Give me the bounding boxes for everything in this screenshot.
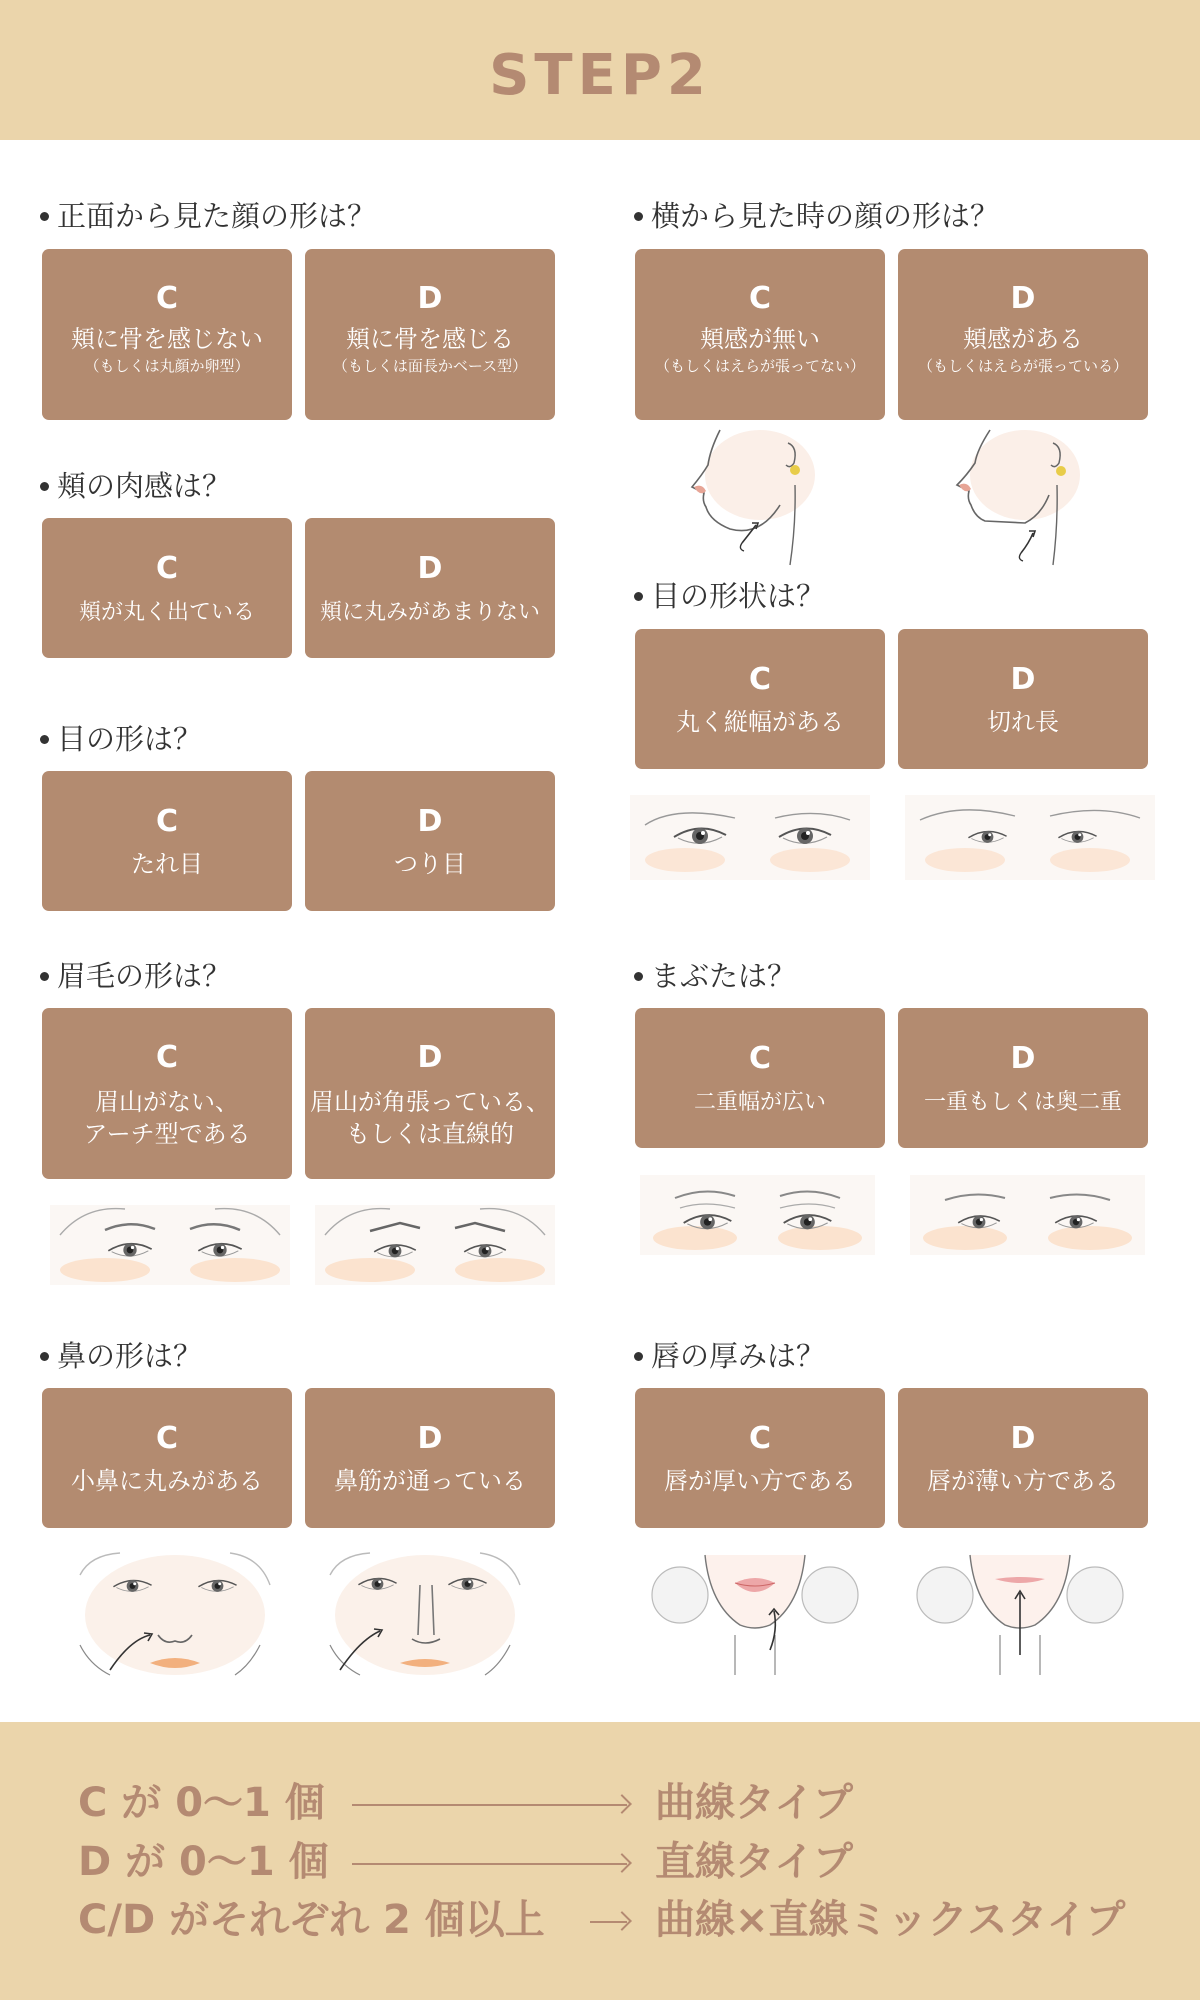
- arrow-icon: [352, 1863, 627, 1865]
- question-label: 唇の厚みは？: [651, 1339, 826, 1373]
- question-label: 横から見た時の顔の形は？: [651, 199, 1000, 233]
- option-text: 唇が薄い方である: [927, 1467, 1119, 1495]
- question-label: 頬の肉感は？: [57, 469, 232, 503]
- question-label: まぶたは？: [651, 959, 797, 993]
- eyelid-illustration: [635, 1170, 880, 1260]
- question-label: 眉毛の形は？: [57, 959, 232, 993]
- question-cheek: [40, 466, 231, 506]
- option-letter: C: [155, 281, 179, 316]
- option-text: 鼻筋が通っている: [334, 1467, 526, 1495]
- option-text: 頬感がある: [963, 325, 1083, 353]
- bullet-icon: [40, 212, 49, 221]
- option-letter: D: [1010, 662, 1036, 697]
- option-letter: D: [417, 281, 443, 316]
- arrow-icon: [352, 1804, 627, 1806]
- option-letter: D: [1010, 1421, 1036, 1456]
- option-c-face-side[interactable]: [635, 249, 885, 420]
- bullet-icon: [40, 482, 49, 491]
- option-text-line2: もしくは直線的: [346, 1120, 514, 1148]
- eyelid-illustration: [905, 1170, 1150, 1260]
- result-condition: D が 0〜1 個: [78, 1839, 329, 1885]
- question-face-front: [40, 196, 376, 236]
- bullet-icon: [634, 212, 643, 221]
- bullet-icon: [40, 1352, 49, 1361]
- face-profile-illustration: [680, 425, 820, 570]
- option-letter: D: [417, 1421, 443, 1456]
- option-d-face-side[interactable]: [898, 249, 1148, 420]
- option-d-eye-shape[interactable]: [898, 629, 1148, 769]
- result-type: 曲線×直線ミックスタイプ: [655, 1897, 1126, 1943]
- option-letter: C: [155, 1421, 179, 1456]
- lips-illustration: [650, 1545, 860, 1680]
- option-letter: C: [155, 1040, 179, 1075]
- option-letter: C: [155, 551, 179, 586]
- question-label: 目の形は？: [57, 722, 203, 756]
- question-eye-shape: [634, 576, 825, 616]
- result-condition: C が 0〜1 個: [78, 1780, 325, 1826]
- option-c-eye-form[interactable]: [42, 771, 292, 911]
- option-d-eyebrow[interactable]: [305, 1008, 555, 1179]
- option-letter: C: [748, 281, 772, 316]
- option-text: 切れ長: [987, 708, 1059, 736]
- option-c-eyebrow[interactable]: [42, 1008, 292, 1179]
- question-label: 目の形状は？: [651, 579, 826, 613]
- option-text: 頬に骨を感じない: [71, 325, 263, 353]
- option-c-face-front[interactable]: [42, 249, 292, 420]
- option-text: 唇が厚い方である: [664, 1467, 856, 1495]
- face-profile-illustration: [945, 425, 1085, 570]
- bullet-icon: [40, 735, 49, 744]
- option-letter: D: [1010, 1041, 1036, 1076]
- option-c-lips[interactable]: [635, 1388, 885, 1528]
- nose-illustration: [70, 1545, 280, 1680]
- option-text: 頬が丸く出ている: [78, 600, 255, 625]
- eye-illustration: [625, 790, 875, 885]
- option-c-eye-shape[interactable]: [635, 629, 885, 769]
- option-c-nose[interactable]: [42, 1388, 292, 1528]
- result-type: 曲線タイプ: [655, 1780, 853, 1826]
- option-text: 頬に骨を感じる: [346, 325, 514, 353]
- option-note: （もしくは丸顔か卵型）: [84, 357, 250, 375]
- option-note: （もしくは面長かベース型）: [332, 357, 528, 375]
- option-text: たれ目: [131, 850, 203, 878]
- question-label: 正面から見た顔の形は？: [57, 199, 377, 233]
- option-d-cheek[interactable]: [305, 518, 555, 658]
- question-face-side: [634, 196, 999, 236]
- bullet-icon: [634, 592, 643, 601]
- option-note: （もしくはえらが張ってない）: [654, 357, 865, 375]
- option-text: つり目: [394, 850, 466, 878]
- option-letter: D: [417, 1040, 443, 1075]
- option-text-line2: アーチ型である: [83, 1120, 251, 1148]
- bullet-icon: [634, 972, 643, 981]
- option-d-eye-form[interactable]: [305, 771, 555, 911]
- option-text: 頬感が無い: [700, 325, 820, 353]
- question-label: 鼻の形は？: [57, 1339, 203, 1373]
- option-text: 小鼻に丸みがある: [71, 1467, 263, 1495]
- question-nose: [40, 1336, 202, 1376]
- result-type: 直線タイプ: [655, 1839, 853, 1885]
- option-text: 丸く縦幅がある: [676, 708, 844, 736]
- option-text: 頬に丸みがあまりない: [319, 600, 540, 625]
- option-d-nose[interactable]: [305, 1388, 555, 1528]
- bullet-icon: [40, 972, 49, 981]
- option-letter: D: [417, 551, 443, 586]
- option-c-eyelid[interactable]: [635, 1008, 885, 1148]
- question-eyelid: [634, 956, 796, 996]
- option-letter: C: [748, 1041, 772, 1076]
- option-letter: C: [748, 1421, 772, 1456]
- option-text: 二重幅が広い: [693, 1090, 826, 1115]
- option-d-lips[interactable]: [898, 1388, 1148, 1528]
- option-text-line1: 眉山がない、: [95, 1088, 239, 1116]
- option-letter: C: [748, 662, 772, 697]
- eyebrow-illustration: [45, 1195, 295, 1290]
- option-d-face-front[interactable]: [305, 249, 555, 420]
- option-note: （もしくはえらが張っている）: [917, 357, 1128, 375]
- bullet-icon: [634, 1352, 643, 1361]
- eyebrow-illustration: [310, 1195, 560, 1290]
- arrow-icon: [590, 1921, 627, 1923]
- option-text-line1: 眉山が角張っている、: [310, 1088, 550, 1116]
- question-eyebrow: [40, 956, 231, 996]
- option-d-eyelid[interactable]: [898, 1008, 1148, 1148]
- lips-illustration: [915, 1545, 1125, 1680]
- option-c-cheek[interactable]: [42, 518, 292, 658]
- question-eye-form: [40, 719, 202, 759]
- eye-illustration: [900, 790, 1160, 885]
- nose-illustration: [320, 1545, 530, 1680]
- option-letter: C: [155, 804, 179, 839]
- option-letter: D: [1010, 281, 1036, 316]
- option-text: 一重もしくは奥二重: [923, 1090, 1122, 1115]
- page-title: STEP2: [489, 43, 711, 108]
- option-letter: D: [417, 804, 443, 839]
- result-condition: C/D がそれぞれ 2 個以上: [78, 1897, 545, 1943]
- question-lips: [634, 1336, 825, 1376]
